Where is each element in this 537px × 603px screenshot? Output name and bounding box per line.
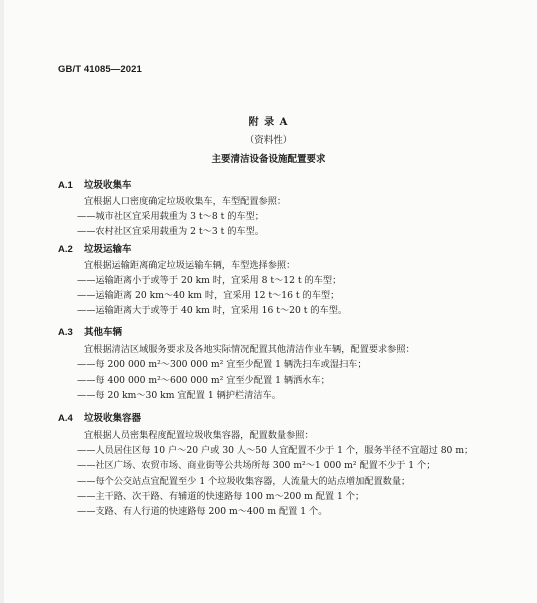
section-heading <box>58 324 122 338</box>
section-intro: 宜根据人员密集程度配置垃圾收集容器，配置数量参照： <box>84 430 314 441</box>
list-item: ——每个公交站点宜配置至少 1 个垃圾收集容器，人流量大的站点增加配置数量； <box>77 476 411 487</box>
list-item: ——每 400 000 m²～600 000 m² 宜至少配置 1 辆洒水车； <box>77 375 330 386</box>
section-number: A.4 <box>58 413 73 424</box>
list-item: ——每 200 000 m²～300 000 m² 宜至少配置 1 辆洗扫车或湿扫车； <box>77 359 367 370</box>
list-item: ——运输距离小于或等于 20 km 时，宜采用 8 t～12 t 的车型； <box>77 275 342 286</box>
list-item: ——运输距离大于或等于 40 km 时，宜采用 16 t～20 t 的车型。 <box>77 305 348 316</box>
section-title: 垃圾运输车 <box>84 244 132 255</box>
section-intro: 宜根据人口密度确定垃圾收集车，车型配置参照： <box>84 196 287 207</box>
list-item: ——社区广场、农贸市场、商业街等公共场所每 300 m²～1 000 m² 配置不少于 1 个； <box>77 460 436 471</box>
section-number: A.1 <box>58 180 73 191</box>
appendix-title: 附 录 A <box>248 117 289 128</box>
section-intro: 宜根据运输距离确定垃圾运输车辆，车型选择参照： <box>84 260 296 271</box>
list-item: ——农村社区宜采用载重为 2 t～3 t 的车型。 <box>77 226 264 237</box>
standard-code: GB/T 41085—2021 <box>58 64 142 75</box>
list-item: ——主干路、次干路、有辅道的快速路每 100 m～200 m 配置 1 个； <box>77 491 365 502</box>
section-title: 垃圾收集容器 <box>84 413 142 424</box>
section-number: A.2 <box>58 244 73 255</box>
section-intro: 宜根据清洁区域服务要求及各地实际情况配置其他清洁作业车辆，配置要求参照： <box>84 344 415 355</box>
list-item: ——支路、有人行道的快速路每 200 m～400 m 配置 1 个。 <box>77 506 328 517</box>
section-number: A.3 <box>58 327 73 338</box>
page-edge <box>0 0 4 603</box>
list-item: ——人员居住区每 10 户～20 户或 30 人～50 人宜配置不少于 1 个，服务半径不宜超过 80 m； <box>77 445 474 456</box>
list-item: ——城市社区宜采用载重为 3 t～8 t 的车型； <box>77 211 264 222</box>
appendix-subtitle: （资料性） <box>244 135 293 146</box>
section-title: 垃圾收集车 <box>84 180 132 191</box>
list-item: ——运输距离 20 km～40 km 时，宜采用 12 t～16 t 的车型； <box>77 290 340 301</box>
appendix-heading: 主要清洁设备设施配置要求 <box>211 154 326 165</box>
list-item: ——每 20 km～30 km 宜配置 1 辆护栏清洁车。 <box>77 390 281 401</box>
section-title: 其他车辆 <box>84 327 123 338</box>
section-heading <box>58 177 132 191</box>
section-heading <box>58 241 132 255</box>
section-heading <box>58 410 141 424</box>
